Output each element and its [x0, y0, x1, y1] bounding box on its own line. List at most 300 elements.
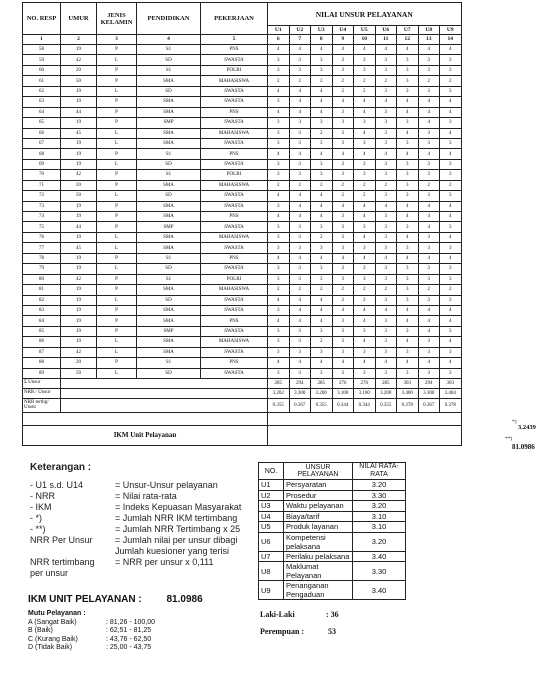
umur-cell: 19 — [61, 149, 97, 159]
resp-no-cell: 76 — [23, 232, 61, 242]
pendidikan-cell: SD — [137, 295, 201, 305]
legend-term: NRR Per Unsur — [30, 535, 93, 545]
pendidikan-cell: SD — [137, 191, 201, 201]
pekerjaan-cell: PNS — [201, 253, 268, 263]
pekerjaan-cell: MAHASISWA — [201, 76, 268, 86]
nilai-cell: 3 — [397, 347, 419, 357]
umur-cell: 45 — [61, 243, 97, 253]
pendidikan-cell: SMA — [137, 97, 201, 107]
ikm-row-label: IKM Unit Pelayanan — [23, 426, 268, 446]
nilai-unsur: Persyaratan — [284, 480, 353, 491]
table-row — [23, 232, 462, 242]
legend-def: = Indeks Kepuasan Masyarakat — [115, 502, 242, 512]
nilai-cell: 4 — [289, 97, 311, 107]
legend-item — [30, 568, 241, 579]
nilai-cell: 3 — [332, 55, 354, 65]
mutu-range: : 62,51 - 81,25 — [106, 627, 152, 634]
nrr-cell: 3.200 — [311, 389, 333, 399]
pekerjaan-cell: SWASTA — [201, 243, 268, 253]
pekerjaan-cell: SWASTA — [201, 222, 268, 232]
nilai-cell: 4 — [418, 107, 440, 117]
col-number: 13 — [418, 35, 440, 45]
nilai-cell: 4 — [397, 253, 419, 263]
resp-no-cell: 67 — [23, 138, 61, 148]
jenis-kelamin-cell: L — [97, 55, 137, 65]
jenis-kelamin-cell: L — [97, 138, 137, 148]
nilai-cell: 4 — [268, 212, 290, 222]
nilai-cell: 3 — [289, 170, 311, 180]
pekerjaan-cell: MAHASISWA — [201, 180, 268, 190]
nilai-cell: 3 — [311, 55, 333, 65]
nilai-cell: 3 — [289, 159, 311, 169]
table-row — [23, 45, 462, 55]
nilai-cell: 2 — [418, 285, 440, 295]
nilai-cell: 2 — [268, 180, 290, 190]
nilai-cell: 3 — [397, 65, 419, 75]
header-u5: U5 — [354, 26, 376, 35]
nilai-cell: 4 — [332, 305, 354, 315]
nilai-cell: 4 — [311, 107, 333, 117]
nilai-cell: 3 — [375, 65, 397, 75]
resp-no-cell: 72 — [23, 191, 61, 201]
nilai-cell: 4 — [354, 45, 376, 55]
pekerjaan-cell: SWASTA — [201, 264, 268, 274]
umur-cell: 19 — [61, 264, 97, 274]
nilai-cell: 3 — [354, 274, 376, 284]
nilai-cell: 4 — [268, 316, 290, 326]
nilai-cell: 4 — [354, 305, 376, 315]
nilai-cell: 3 — [354, 170, 376, 180]
table-row — [23, 128, 462, 138]
resp-no-cell: 66 — [23, 128, 61, 138]
nilai-cell: 3 — [440, 264, 462, 274]
nilai-cell: 3 — [375, 264, 397, 274]
umur-cell: 19 — [61, 232, 97, 242]
legend-term: - *) — [30, 513, 42, 523]
nilai-cell: 3 — [440, 86, 462, 96]
nilai-cell: 3 — [268, 118, 290, 128]
nrr-label: NRR / Unsur — [23, 389, 61, 399]
nilai-cell: 3 — [397, 222, 419, 232]
legend-item — [30, 546, 241, 557]
nilai-cell: 3 — [268, 326, 290, 336]
nilai-cell: 3 — [311, 368, 333, 378]
jenis-kelamin-cell: L — [97, 295, 137, 305]
nrr-cell: 3.100 — [332, 389, 354, 399]
pekerjaan-cell: MAHASISWA — [201, 232, 268, 242]
table-row — [23, 243, 462, 253]
nilai-cell: 4 — [375, 45, 397, 55]
nilai-cell: 4 — [418, 201, 440, 211]
jenis-kelamin-cell: L — [97, 243, 137, 253]
jenis-kelamin-cell: L — [97, 337, 137, 347]
nilai-row — [259, 532, 406, 551]
umur-cell: 50 — [61, 368, 97, 378]
resp-no-cell: 77 — [23, 243, 61, 253]
pekerjaan-cell: SWASTA — [201, 55, 268, 65]
umur-cell: 50 — [61, 76, 97, 86]
resp-no-cell: 80 — [23, 274, 61, 284]
nilai-cell: 3 — [397, 274, 419, 284]
umur-cell: 20 — [61, 358, 97, 368]
nilai-cell: 4 — [397, 128, 419, 138]
umur-cell: 19 — [61, 45, 97, 55]
pendidikan-cell: SD — [137, 86, 201, 96]
nilai-cell: 4 — [289, 305, 311, 315]
nilai-cell: 4 — [440, 128, 462, 138]
nilai-unsur: Prosedur — [284, 490, 353, 501]
nilai-cell: 3 — [397, 180, 419, 190]
table-row — [23, 316, 462, 326]
resp-no-cell: 65 — [23, 118, 61, 128]
nilai-cell: 4 — [311, 253, 333, 263]
nilai-header-rata: NILAI RATA-RATA — [353, 463, 406, 480]
nilai-cell: 3 — [268, 170, 290, 180]
pekerjaan-cell: PNS — [201, 358, 268, 368]
nilai-cell: 4 — [397, 232, 419, 242]
perempuan-label: Perempuan : — [260, 627, 305, 636]
nilai-rata-rata-table — [258, 462, 406, 600]
header-nilai-unsur: NILAI UNSUR PELAYANAN — [268, 3, 462, 26]
legend-term: - U1 s.d. U14 — [30, 480, 84, 490]
nilai-value: 3.40 — [353, 581, 406, 600]
umur-cell: 19 — [61, 316, 97, 326]
nilai-value: 3.20 — [353, 480, 406, 491]
nilai-cell: 4 — [268, 86, 290, 96]
nilai-cell: 4 — [311, 86, 333, 96]
nilai-cell: 2 — [332, 86, 354, 96]
pendidikan-cell: SMP — [137, 326, 201, 336]
sigma-cell: 294 — [418, 379, 440, 389]
nilai-cell: 3 — [375, 170, 397, 180]
nilai-cell: 3 — [418, 159, 440, 169]
nilai-row — [259, 522, 406, 533]
nilai-cell: 4 — [375, 149, 397, 159]
header-no-resp: NO. RESP — [23, 3, 61, 35]
nilai-cell: 4 — [332, 45, 354, 55]
nilai-cell: 4 — [375, 97, 397, 107]
resp-no-cell: 78 — [23, 253, 61, 263]
col-number: 9 — [332, 35, 354, 45]
nilai-cell: 3 — [311, 159, 333, 169]
nilai-cell: 4 — [289, 107, 311, 117]
table-row — [23, 118, 462, 128]
nilai-cell: 3 — [375, 243, 397, 253]
umur-cell: 19 — [61, 138, 97, 148]
nilai-cell: 4 — [289, 45, 311, 55]
pendidikan-cell: S1 — [137, 274, 201, 284]
nilai-cell: 2 — [375, 180, 397, 190]
nilai-cell: 3 — [354, 65, 376, 75]
nilai-cell: 4 — [418, 97, 440, 107]
pendidikan-cell: SD — [137, 264, 201, 274]
nilai-row — [259, 551, 406, 562]
umur-cell: 44 — [61, 222, 97, 232]
nilai-cell: 4 — [397, 149, 419, 159]
pendidikan-cell: SMA — [137, 128, 201, 138]
nilai-cell: 3 — [332, 368, 354, 378]
nilai-cell: 3 — [332, 337, 354, 347]
nilai-cell: 4 — [418, 149, 440, 159]
nilai-cell: 3 — [418, 55, 440, 65]
nilai-cell: 2 — [311, 232, 333, 242]
legend-def: = Jumlah NRR IKM tertimbang — [115, 513, 238, 523]
header-jenis-kelamin: JENIS KELAMIN — [97, 3, 137, 35]
nilai-cell: 3 — [354, 368, 376, 378]
header-pendidikan: PENDIDIKAN — [137, 3, 201, 35]
nilai-cell: 4 — [354, 316, 376, 326]
nilai-cell: 3 — [332, 107, 354, 117]
header-u7: U7 — [397, 26, 419, 35]
nilai-code: U2 — [259, 490, 284, 501]
col-number: 8 — [311, 35, 333, 45]
jenis-kelamin-cell: P — [97, 149, 137, 159]
pendidikan-cell: S1 — [137, 358, 201, 368]
resp-no-cell: 88 — [23, 358, 61, 368]
nilai-cell: 4 — [440, 305, 462, 315]
table-row — [23, 201, 462, 211]
nilai-cell: 4 — [311, 305, 333, 315]
header-u8: U8 — [418, 26, 440, 35]
nilai-cell: 3 — [268, 264, 290, 274]
nilai-cell: 2 — [354, 86, 376, 96]
umur-cell: 19 — [61, 212, 97, 222]
nilai-cell: 3 — [440, 368, 462, 378]
nilai-cell: 4 — [440, 201, 462, 211]
nilai-cell: 3 — [418, 243, 440, 253]
sigma-cell: 276 — [332, 379, 354, 389]
umur-cell: 19 — [61, 118, 97, 128]
nilai-cell: 2 — [375, 285, 397, 295]
mutu-grade: D (Tidak Baik) — [28, 644, 73, 651]
nilai-cell: 3 — [397, 368, 419, 378]
nilai-cell: 3 — [311, 138, 333, 148]
nilai-cell: 3 — [332, 264, 354, 274]
nilai-cell: 4 — [268, 253, 290, 263]
nilai-row — [259, 490, 406, 501]
jenis-kelamin-cell: P — [97, 45, 137, 55]
nilai-cell: 3 — [332, 243, 354, 253]
jenis-kelamin-cell: P — [97, 212, 137, 222]
nilai-cell: 3 — [268, 347, 290, 357]
sigma-label: Σ Unsur — [23, 379, 61, 389]
col-number: 7 — [289, 35, 311, 45]
table-row — [23, 138, 462, 148]
nilai-cell: 4 — [354, 201, 376, 211]
table-row — [23, 97, 462, 107]
nilai-cell: 4 — [440, 316, 462, 326]
nilai-cell: 4 — [332, 358, 354, 368]
table-row — [23, 76, 462, 86]
mutu-range: : 25,00 - 43,75 — [106, 644, 152, 651]
nilai-cell: 3 — [268, 274, 290, 284]
nilai-cell: 3 — [311, 65, 333, 75]
mutu-range: : 43,76 - 62,50 — [106, 635, 152, 643]
col-number: 6 — [268, 35, 290, 45]
nilai-cell: 3 — [311, 326, 333, 336]
pekerjaan-cell: POLRI — [201, 274, 268, 284]
table-row — [23, 55, 462, 65]
pendidikan-cell: SMA — [137, 212, 201, 222]
nilai-cell: 2 — [289, 285, 311, 295]
nilai-cell: 3 — [375, 138, 397, 148]
nilai-cell: 4 — [418, 45, 440, 55]
nilai-cell: 2 — [354, 76, 376, 86]
nilai-cell: 3 — [440, 170, 462, 180]
nilai-code: U1 — [259, 480, 284, 491]
nrr-cell: 3.200 — [375, 389, 397, 399]
umur-cell: 19 — [61, 326, 97, 336]
header-umur: UMUR — [61, 3, 97, 35]
nilai-cell: 4 — [354, 107, 376, 117]
ikm-summary-value: 81.0986 — [166, 594, 203, 605]
nrr-cell: 3.300 — [418, 389, 440, 399]
umur-cell: 19 — [61, 159, 97, 169]
nilai-cell: 4 — [311, 201, 333, 211]
nilai-cell: 3 — [375, 326, 397, 336]
nilai-cell: 3 — [397, 86, 419, 96]
nilai-header-no: NO. — [259, 463, 284, 480]
pendidikan-cell: SMA — [137, 76, 201, 86]
nilai-code: U6 — [259, 532, 284, 551]
nilai-cell: 3 — [375, 316, 397, 326]
resp-no-cell: 81 — [23, 285, 61, 295]
table-row — [23, 253, 462, 263]
legend-def: = Unsur-Unsur pelayanan — [115, 480, 218, 490]
nilai-cell: 3 — [311, 243, 333, 253]
pendidikan-cell: SMA — [137, 305, 201, 315]
resp-no-cell: 87 — [23, 347, 61, 357]
nilai-cell: 4 — [289, 316, 311, 326]
nilai-cell: 3 — [375, 337, 397, 347]
legend-term: - **) — [30, 524, 46, 534]
nilai-cell: 4 — [440, 45, 462, 55]
table-row — [23, 107, 462, 117]
resp-no-cell: 69 — [23, 159, 61, 169]
col-number: 12 — [397, 35, 419, 45]
nilai-cell: 3 — [354, 118, 376, 128]
nilai-cell: 3 — [375, 368, 397, 378]
jenis-kelamin-cell: L — [97, 128, 137, 138]
laki-value: : 36 — [326, 610, 339, 619]
nilai-cell: 3 — [268, 159, 290, 169]
nilai-cell: 3 — [332, 159, 354, 169]
nilai-value: 3.10 — [353, 522, 406, 533]
resp-no-cell: 79 — [23, 264, 61, 274]
legend-item — [30, 557, 241, 568]
nilai-cell: 3 — [311, 222, 333, 232]
nilai-unsur: Waktu pelayanan — [284, 501, 353, 512]
sigma-cell: 285 — [268, 379, 290, 389]
resp-no-cell: 58 — [23, 45, 61, 55]
nrr-tertimbang-cell: 0.344 — [354, 399, 376, 413]
legend-item — [30, 480, 241, 491]
nilai-cell: 3 — [418, 86, 440, 96]
resp-no-cell: 62 — [23, 86, 61, 96]
pendidikan-cell: SMA — [137, 243, 201, 253]
legend-def: = Nilai rata-rata — [115, 491, 177, 501]
umur-cell: 19 — [61, 337, 97, 347]
nrr-tertimbang-cell: 0.355 — [268, 399, 290, 413]
nilai-cell: 4 — [440, 107, 462, 117]
mutu-item — [28, 627, 155, 636]
nilai-cell: 3 — [311, 170, 333, 180]
col-number: 3 — [97, 35, 137, 45]
pendidikan-cell: SMA — [137, 316, 201, 326]
nilai-cell: 4 — [375, 201, 397, 211]
nilai-cell: 3 — [289, 118, 311, 128]
legend-item — [30, 502, 241, 513]
col-number: 11 — [375, 35, 397, 45]
nilai-unsur: Produk layanan — [284, 522, 353, 533]
nilai-cell: 3 — [440, 295, 462, 305]
legend-def: = NRR per unsur x 0,111 — [115, 557, 214, 567]
pendidikan-cell: SD — [137, 368, 201, 378]
nilai-cell: 4 — [332, 253, 354, 263]
nilai-cell: 3 — [354, 243, 376, 253]
nilai-cell: 4 — [311, 295, 333, 305]
pekerjaan-cell: PNS — [201, 45, 268, 55]
nilai-cell: 2 — [354, 295, 376, 305]
nilai-cell: 4 — [289, 201, 311, 211]
nilai-cell: 4 — [375, 253, 397, 263]
jenis-kelamin-cell: P — [97, 358, 137, 368]
nilai-cell: 3 — [332, 232, 354, 242]
nilai-row — [259, 501, 406, 512]
nilai-cell: 2 — [354, 285, 376, 295]
nilai-cell: 3 — [332, 65, 354, 75]
pendidikan-cell: SMA — [137, 337, 201, 347]
pekerjaan-cell: SWASTA — [201, 201, 268, 211]
nilai-cell: 4 — [397, 107, 419, 117]
nilai-cell: 3 — [375, 55, 397, 65]
nilai-cell: 3 — [375, 274, 397, 284]
nilai-cell: 4 — [332, 201, 354, 211]
nilai-value: 3.20 — [353, 532, 406, 551]
pendidikan-cell: S1 — [137, 149, 201, 159]
nilai-cell: 3 — [332, 274, 354, 284]
nilai-row — [259, 562, 406, 581]
nilai-cell: 4 — [418, 253, 440, 263]
table-row — [23, 149, 462, 159]
nilai-cell: 3 — [397, 285, 419, 295]
nilai-cell: 3 — [289, 337, 311, 347]
sigma-cell: 303 — [397, 379, 419, 389]
sigma-cell: 285 — [375, 379, 397, 389]
pekerjaan-cell: PNS — [201, 212, 268, 222]
resp-no-cell: 70 — [23, 170, 61, 180]
nilai-cell: 3 — [375, 222, 397, 232]
nilai-cell: 3 — [289, 222, 311, 232]
nilai-cell: 4 — [397, 45, 419, 55]
table-row — [23, 368, 462, 378]
nilai-cell: 3 — [332, 170, 354, 180]
nilai-cell: 3 — [268, 201, 290, 211]
legend-item — [30, 491, 241, 502]
jenis-kelamin-cell: P — [97, 274, 137, 284]
nilai-cell: 4 — [311, 149, 333, 159]
nilai-cell: 2 — [418, 180, 440, 190]
jenis-kelamin-cell: P — [97, 76, 137, 86]
nilai-cell: 2 — [332, 295, 354, 305]
nilai-cell: 2 — [332, 285, 354, 295]
table-row — [23, 337, 462, 347]
jenis-kelamin-cell: P — [97, 180, 137, 190]
header-pekerjaan: PEKERJAAN — [201, 3, 268, 35]
nilai-cell: 3 — [440, 243, 462, 253]
keterangan-title: Keterangan : — [30, 462, 92, 473]
nilai-value: 3.30 — [353, 490, 406, 501]
